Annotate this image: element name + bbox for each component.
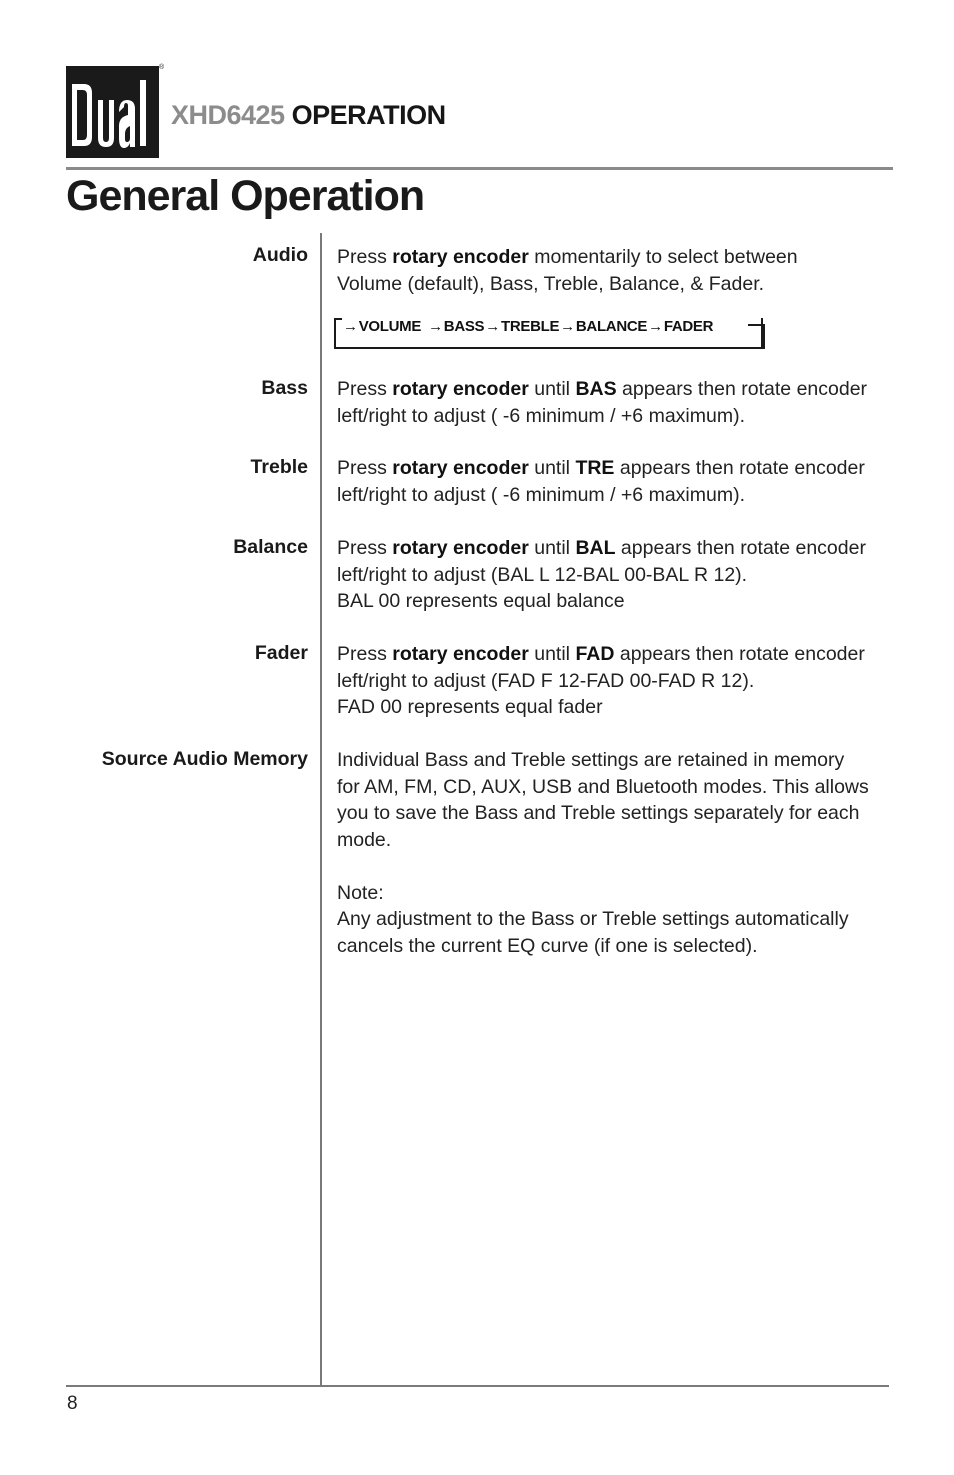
text-line: left/right to adjust (FAD F 12-FAD 00-FAD R 12). [337,669,755,692]
arrow-right-icon: → [648,317,663,335]
flow-loop-left [334,318,342,320]
text-line: cancels the current EQ curve (if one is selected). [337,934,758,957]
label-balance: Balance [233,536,308,558]
text-line [337,853,897,880]
registered-mark: ® [159,64,165,71]
text-treble [337,455,897,508]
text-line: Volume (default), Bass, Treble, Balance, & Fader. [337,272,765,295]
header-rule [66,167,893,170]
text-balance [337,535,897,615]
label-treble: Treble [250,456,308,478]
footer-rule [66,1385,889,1387]
label-bass: Bass [261,377,308,399]
text-line: Individual Bass and Treble settings are retained in memory [337,749,845,771]
page-title: General Operation [66,172,425,220]
text-line: Press rotary encoder momentarily to select between [337,246,798,268]
header-title [171,100,446,131]
arrow-right-icon: → [560,317,575,335]
text-line: mode. [337,828,392,851]
column-divider [320,233,322,1385]
dual-logo [66,66,159,158]
page-number: 8 [67,1393,78,1414]
text-fader [337,641,897,721]
text-line: Press rotary encoder until TRE appears then rotate encoder [337,457,865,479]
flow-loop-right-vertical [763,324,765,349]
label-source-audio-memory: Source Audio Memory [101,748,308,770]
text-audio [337,244,897,297]
flow-step-fader: FADER [663,317,714,335]
text-line: for AM, FM, CD, AUX, USB and Bluetooth modes. This allows [337,775,869,798]
dual-logo-mark [66,66,159,158]
section-name: OPERATION [291,100,446,130]
label-fader: Fader [254,642,308,664]
flow-step-volume: VOLUME [358,317,422,335]
text-line: left/right to adjust ( -6 minimum / +6 maximum). [337,404,745,427]
text-bass [337,376,897,429]
arrow-right-icon: → [343,317,358,335]
text-line: left/right to adjust ( -6 minimum / +6 maximum). [337,483,745,506]
text-line: FAD 00 represents equal fader [337,696,603,718]
label-audio: Audio [252,244,308,266]
text-line: you to save the Bass and Treble settings separately for each [337,802,860,824]
arrow-right-icon: → [428,317,443,335]
text-source-audio-memory [337,747,897,959]
text-line: Press rotary encoder until FAD appears then rotate encoder [337,643,865,665]
flow-step-balance: BALANCE [575,317,648,335]
audio-flow-sequence [342,315,713,337]
text-line: left/right to adjust (BAL L 12-BAL 00-BAL R 12). [337,563,748,586]
text-line: Note: [337,881,384,904]
model-number: XHD6425 [171,100,285,130]
text-line: Press rotary encoder until BAL appears then rotate encoder [337,537,866,559]
text-line: BAL 00 represents equal balance [337,590,625,612]
text-line: Press rotary encoder until BAS appears then rotate encoder [337,378,868,400]
text-line: Any adjustment to the Bass or Treble settings automatically [337,908,849,930]
flow-step-treble: TREBLE [500,317,560,335]
arrow-right-icon: → [485,317,500,335]
flow-step-bass: BASS [443,317,485,335]
